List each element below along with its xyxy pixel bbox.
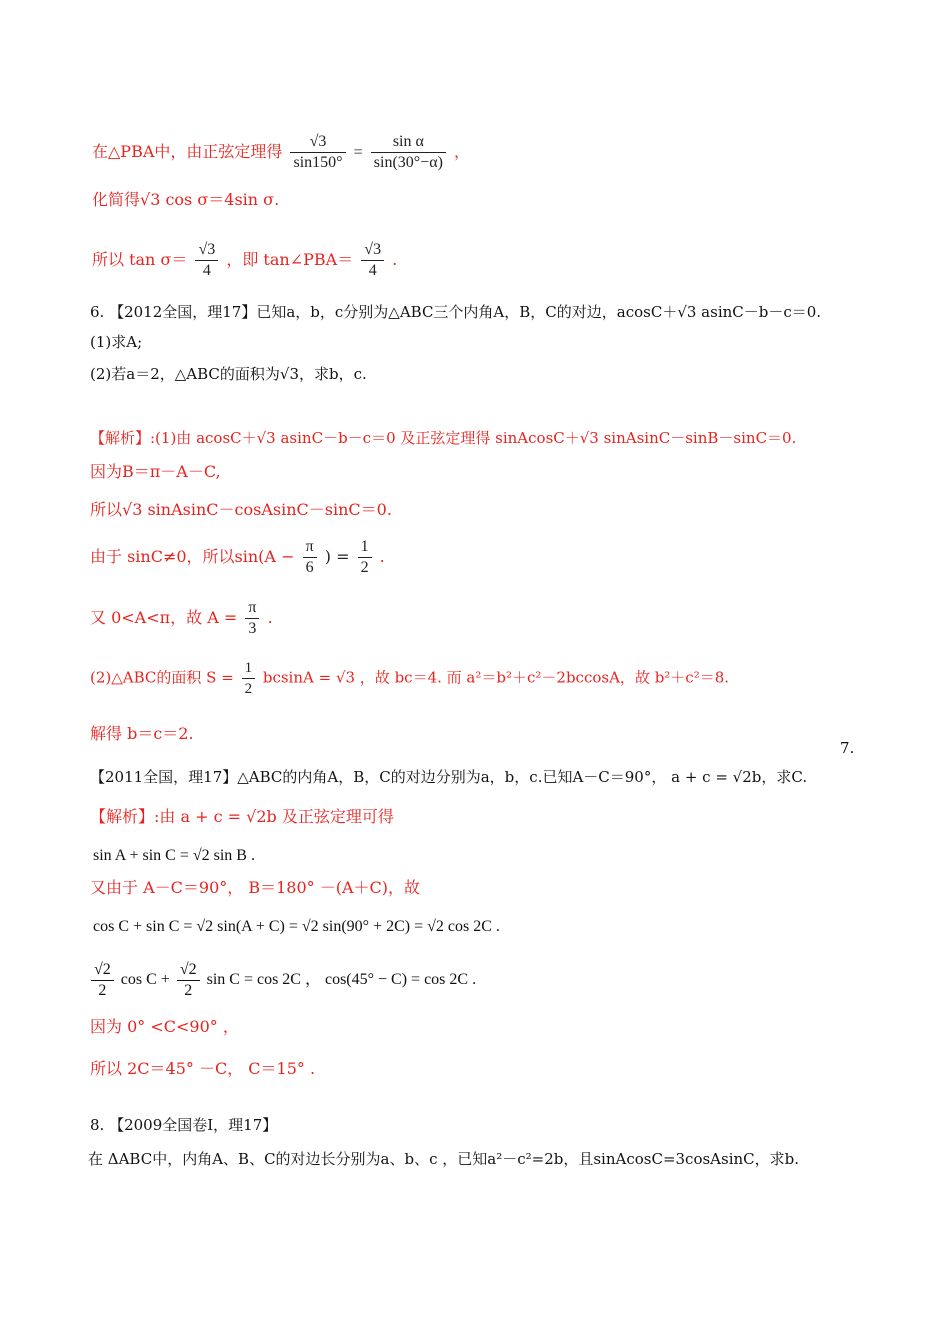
denominator: 4 — [202, 262, 211, 279]
numerator: √2 — [177, 960, 200, 981]
denominator: 3 — [248, 620, 257, 637]
fraction — [371, 132, 446, 173]
q7-solution-7: 所以 2C＝45° －C， C＝15° . — [90, 1059, 316, 1078]
denominator: 2 — [98, 982, 107, 999]
q8-body: 在 ΔABC中，内角A、B、C的对边长分别为a、b、c ，已知a²－c²=2b，且sinAcosC=3cosAsinC，求b. — [88, 1150, 800, 1168]
numerator: √3 — [361, 240, 384, 261]
fraction — [245, 598, 259, 639]
q7-solution-3: 又由于 A－C＝90°， B＝180° －(A＋C)，故 — [90, 878, 420, 897]
text: ，即 tan∠PBA＝ — [226, 250, 354, 269]
fraction — [290, 132, 345, 173]
numerator: √3 — [290, 132, 345, 153]
q6-part2: (2)若a＝2，△ABC的面积为√3，求b，c. — [90, 365, 367, 383]
numerator: π — [245, 598, 259, 619]
text: . — [392, 250, 398, 269]
text: 由于 sinC≠0，所以sin(A − — [90, 547, 295, 566]
numerator: sin α — [371, 132, 446, 153]
numerator: 1 — [358, 537, 372, 558]
q6-solution-6 — [90, 658, 729, 699]
numerator: 1 — [242, 658, 256, 679]
q7-solution-5 — [88, 960, 476, 1001]
equals: = — [353, 144, 363, 161]
text: . — [267, 608, 273, 627]
q6-header: 6. 【2012全国，理17】已知a，b，c分别为△ABC三个内角A，B，C的对边，acosC＋√3 asinC－b－c＝0. — [90, 303, 822, 321]
fraction — [303, 537, 317, 578]
numerator: √2 — [91, 960, 114, 981]
fraction — [361, 240, 384, 281]
denominator: 2 — [184, 982, 193, 999]
fraction — [358, 537, 372, 578]
denominator: 6 — [305, 559, 314, 576]
text: . — [379, 547, 385, 566]
text: 又 0<A<π，故 A = — [90, 608, 238, 627]
text: cos C + — [120, 971, 170, 989]
text: (2)△ABC的面积 S = — [90, 668, 234, 687]
q7-solution-1: 【解析】:由 a + c = √2b 及正弦定理可得 — [90, 807, 394, 826]
fraction — [177, 960, 200, 1001]
q6-solution-1: 【解析】:(1)由 acosC＋√3 asinC－b－c＝0 及正弦定理得 sinAcosC＋√3 sinAsinC－sinB－sinC＝0. — [90, 429, 797, 447]
text: ， — [454, 142, 471, 161]
numerator: π — [303, 537, 317, 558]
denominator: 4 — [368, 262, 377, 279]
text: 在△PBA中，由正弦定理得 — [92, 142, 283, 161]
q7-header: 【2011全国，理17】△ABC的内角A，B，C的对边分别为a，b，c.已知A－C＝90°， a + c = √2b，求C. — [90, 768, 808, 786]
q8-header: 8. 【2009全国卷Ⅰ，理17】 — [90, 1116, 278, 1134]
text: ) = — [324, 547, 350, 566]
numerator: √3 — [195, 240, 218, 261]
fraction — [242, 658, 256, 699]
fraction — [91, 960, 114, 1001]
q6-solution-4 — [90, 537, 385, 578]
denominator: sin(30°−α) — [373, 154, 443, 171]
text: 所以 tan σ＝ — [92, 250, 188, 269]
q6-solution-2: 因为B＝π－A－C, — [90, 462, 221, 481]
q6-solution-3: 所以√3 sinAsinC－cosAsinC－sinC＝0. — [90, 500, 392, 519]
denominator: 2 — [244, 681, 253, 697]
text: bcsinA = √3 ，故 bc＝4. 而 a²＝b²＋c²－2bccosA，故 b²＋c²＝8. — [262, 668, 730, 687]
q7-solution-4: cos C + sin C = √2 sin(A + C) = √2 sin(90° + 2C) = √2 cos 2C . — [93, 918, 500, 935]
prev-line-1 — [92, 132, 470, 173]
prev-line-2: 化简得√3 cos σ＝4sin σ. — [92, 190, 280, 209]
q7-number: 7. — [840, 739, 855, 757]
q7-solution-2: sin A + sin C = √2 sin B . — [93, 847, 255, 864]
q6-part1: (1)求A; — [90, 333, 143, 351]
q7-solution-6: 因为 0° <C<90° ， — [90, 1017, 239, 1036]
denominator: 2 — [360, 559, 369, 576]
fraction — [195, 240, 218, 281]
q6-solution-7: 解得 b＝c＝2. — [90, 724, 194, 743]
prev-line-3 — [92, 240, 397, 281]
text: sin C = cos 2C ， cos(45° − C) = cos 2C . — [206, 971, 477, 989]
q6-solution-5 — [90, 598, 273, 639]
denominator: sin150° — [293, 154, 343, 171]
